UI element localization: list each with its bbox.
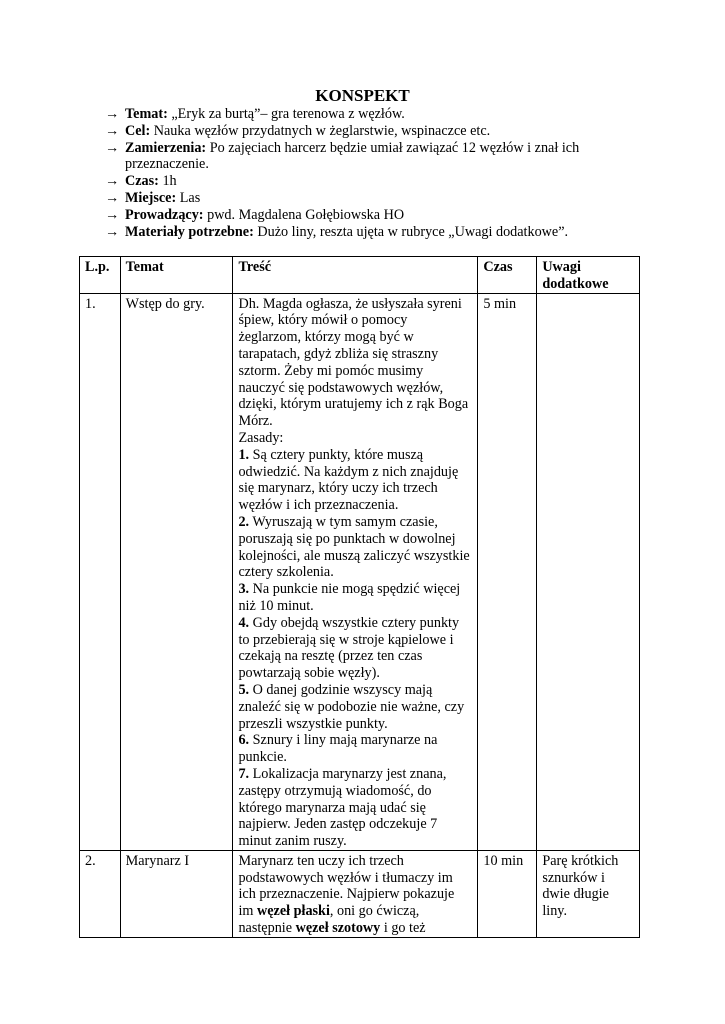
cell-uwagi <box>537 293 640 850</box>
arrow-right-icon: → <box>105 189 120 206</box>
header-uwagi: Uwagi dodatkowe <box>537 257 640 294</box>
meta-item-materialy: → Materiały potrzebne: Dużo liny, reszta ujęta w rubryce „Uwagi dodatkowe”. <box>105 223 569 240</box>
cell-lp: 2. <box>80 850 121 937</box>
rule-item: 7. Lokalizacja marynarzy jest znana, zastępy otrzymują wiadomość, do którego marynarza mają udać się najpierw. Jeden zastęp odczekuje 7 minut zanim ruszy. <box>238 765 447 850</box>
meta-item-temat: → Temat: „Eryk za burtą”– gra terenowa z węzłów. <box>105 106 405 122</box>
rule-item: 2. Wyruszają w tym samym czasie, poruszają się po punktach w dowolnej kolejności, ale muszą zaliczyć wszystkie cztery szkolenia. <box>238 513 470 581</box>
header-tresc: Treść <box>233 257 478 294</box>
cell-uwagi: Parę krótkich sznurków i dwie długie liny. <box>537 850 640 937</box>
arrow-right-icon: → <box>105 206 120 223</box>
rule-item: 6. Sznury i liny mają marynarze na punkcie. <box>238 732 438 766</box>
meta-item-cel: → Cel: Nauka węzłów przydatnych w żeglarstwie, wspinaczce etc. <box>105 122 491 139</box>
table-row <box>80 850 640 937</box>
intro-text: Dh. Magda ogłasza, że usłyszała syreni śpiew, który mówił o pomocy żeglarzom, którzy mogą być w tarapatach, gdyż zbliża się straszny sztorm. Żeby mi pomóc musimy nauczyć się podstawowych węzłów, dzięki, którym uratujemy ich z rąk Boga Mórz. <box>238 295 469 430</box>
cell-temat: Marynarz I <box>120 850 233 937</box>
meta-item-zamierzenia: → Zamierzenia: Po zajęciach harcerz będzie umiał zawiązać 12 węzłów i znał ich przeznaczenie. <box>105 139 580 173</box>
rule-item: 3. Na punkcie nie mogą spędzić więcej niż 10 minut. <box>238 581 461 614</box>
cell-tresc: Marynarz ten uczy ich trzech podstawowych węzłów i tłumaczy im ich przeznaczenie. Najpierw pokazuje im węzeł płaski, oni go ćwiczą, następnie węzeł szotowy i go też <box>233 850 478 937</box>
rule-item: 4. Gdy obejdą wszystkie cztery punkty to przebierają się w stroje kąpielowe i czekają na resztę (przez ten czas powtarzają sobie węzły). <box>238 614 460 682</box>
cell-lp: 1. <box>80 293 121 850</box>
cell-temat: Wstęp do gry. <box>120 293 233 850</box>
arrow-right-icon: → <box>105 122 120 139</box>
meta-item-czas: → Czas: 1h <box>105 173 177 190</box>
header-temat: Temat <box>120 257 233 294</box>
meta-item-prowadzacy: → Prowadzący: pwd. Magdalena Gołębiowska HO <box>105 206 405 223</box>
page-title: KONSPEKT <box>315 86 410 105</box>
rules-heading: Zasady: <box>238 429 284 446</box>
cell-tresc <box>233 293 478 850</box>
table-row <box>80 293 640 850</box>
lesson-plan-table <box>79 256 640 938</box>
header-czas: Czas <box>478 257 537 294</box>
cell-czas: 10 min <box>478 850 537 937</box>
meta-item-miejsce: → Miejsce: Las <box>105 189 201 206</box>
arrow-right-icon: → <box>105 106 120 122</box>
table-header-row <box>80 257 640 294</box>
arrow-right-icon: → <box>105 223 120 240</box>
arrow-right-icon: → <box>105 173 120 190</box>
arrow-right-icon: → <box>105 139 120 156</box>
rule-item: 5. O danej godzinie wszyscy mają znaleźć się w podobozie nie ważne, czy przeszli wszystkie punkty. <box>238 681 465 732</box>
header-lp: L.p. <box>80 257 121 294</box>
rule-item: 1. Są cztery punkty, które muszą odwiedzić. Na każdym z nich znajduję się marynarz, który uczy ich trzech węzłów i ich przeznaczenia. <box>238 446 459 514</box>
cell-czas: 5 min <box>478 293 537 850</box>
lesson-meta-list <box>105 106 665 240</box>
